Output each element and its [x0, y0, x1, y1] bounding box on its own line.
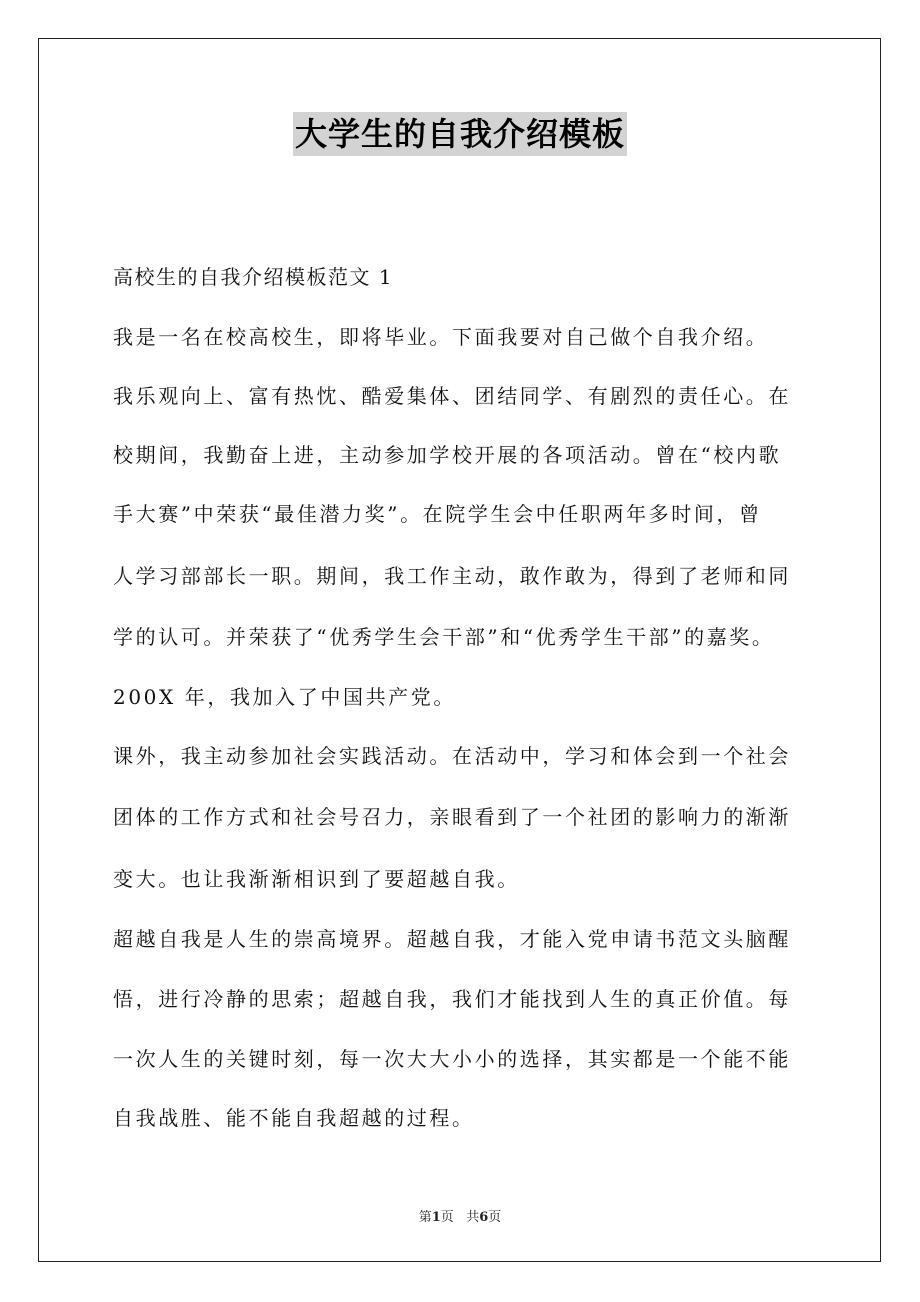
body-text-line: 手大赛”中荣获“最佳潜力奖”。在院学生会中任职两年多时间，曾 [113, 502, 762, 526]
footer-total-suffix: 页 [488, 1210, 502, 1225]
total-page-count: 6 [479, 1210, 489, 1225]
body-text-line: 200X 年，我加入了中国共产党。 [113, 685, 456, 709]
body-text-line: 人学习部部长一职。期间，我工作主动，敢作敢为，得到了老师和同 [113, 564, 791, 588]
body-text-line: 一次人生的关键时刻，每一次大大小小的选择，其实都是一个能不能 [113, 1047, 791, 1071]
body-text-line: 团体的工作方式和社会号召力，亲眼看到了一个社团的影响力的渐渐 [113, 805, 791, 829]
body-text-line: 超越自我是人生的崇高境界。超越自我，才能入党申请书范文头脑醒 [113, 927, 791, 951]
footer-total-prefix: 共 [466, 1210, 480, 1225]
body-text-line: 学的认可。并荣获了“优秀学生会干部”和“优秀学生干部”的嘉奖。 [113, 625, 775, 649]
current-page-number: 1 [431, 1210, 441, 1225]
title-container [0, 112, 920, 156]
section-heading: 高校生的自我介绍模板范文 1 [113, 265, 394, 289]
body-text-line: 悟，进行冷静的思索；超越自我，我们才能找到人生的真正价值。每 [113, 987, 791, 1011]
document-title: 大学生的自我介绍模板 [293, 112, 627, 156]
body-text-line: 变大。也让我渐渐相识到了要超越自我。 [113, 867, 520, 891]
page-footer [0, 1206, 920, 1225]
body-text-line: 我是一名在校高校生，即将毕业。下面我要对自己做个自我介绍。 [113, 325, 769, 349]
body-text-line: 我乐观向上、富有热忱、酷爱集体、团结同学、有剧烈的责任心。在 [113, 384, 791, 408]
body-text-line: 校期间，我勤奋上进，主动参加学校开展的各项活动。曾在“校内歌 [113, 443, 782, 467]
body-text-line: 自我战胜、能不能自我超越的过程。 [113, 1106, 475, 1130]
footer-page-prefix: 第 [418, 1210, 432, 1225]
body-text-line: 课外，我主动参加社会实践活动。在活动中，学习和体会到一个社会 [113, 744, 791, 768]
footer-page-suffix: 页 [440, 1210, 454, 1225]
